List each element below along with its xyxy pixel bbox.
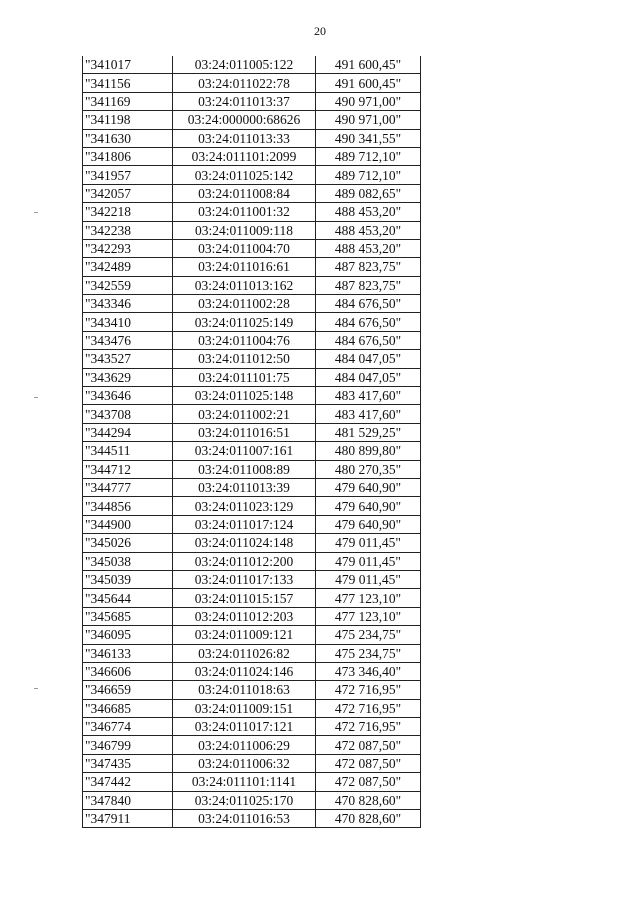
table-row (83, 736, 421, 754)
record-number-cell: "342293 (83, 239, 173, 257)
cadastral-number-cell: 03:24:011017:124 (173, 515, 316, 533)
record-number-cell: "345644 (83, 589, 173, 607)
table-row (83, 570, 421, 588)
value-cell: 484 047,05" (316, 368, 421, 386)
table-row (83, 387, 421, 405)
cadastral-number-cell: 03:24:011017:121 (173, 718, 316, 736)
value-cell: 484 047,05" (316, 350, 421, 368)
record-number-cell: "343629 (83, 368, 173, 386)
table-row (83, 791, 421, 809)
value-cell: 472 716,95" (316, 699, 421, 717)
record-number-cell: "346774 (83, 718, 173, 736)
record-number-cell: "341169 (83, 92, 173, 110)
value-cell: 483 417,60" (316, 387, 421, 405)
cadastral-number-cell: 03:24:011008:84 (173, 184, 316, 202)
value-cell: 472 087,50" (316, 754, 421, 772)
value-cell: 479 640,90" (316, 478, 421, 496)
table-row (83, 552, 421, 570)
record-number-cell: "343708 (83, 405, 173, 423)
table-row (83, 534, 421, 552)
value-cell: 489 712,10" (316, 147, 421, 165)
record-number-cell: "346685 (83, 699, 173, 717)
record-number-cell: "341630 (83, 129, 173, 147)
table-row (83, 405, 421, 423)
value-cell: 489 712,10" (316, 166, 421, 184)
record-number-cell: "346659 (83, 681, 173, 699)
cadastral-number-cell: 03:24:011026:82 (173, 644, 316, 662)
record-number-cell: "344900 (83, 515, 173, 533)
cadastral-number-cell: 03:24:011022:78 (173, 74, 316, 92)
value-cell: 484 676,50" (316, 295, 421, 313)
cadastral-number-cell: 03:24:011001:32 (173, 203, 316, 221)
cadastral-number-cell: 03:24:011013:162 (173, 276, 316, 294)
record-number-cell: "344294 (83, 423, 173, 441)
value-cell: 489 082,65" (316, 184, 421, 202)
value-cell: 472 716,95" (316, 681, 421, 699)
table-row (83, 166, 421, 184)
value-cell: 483 417,60" (316, 405, 421, 423)
value-cell: 479 011,45" (316, 534, 421, 552)
value-cell: 488 453,20" (316, 221, 421, 239)
value-cell: 473 346,40" (316, 662, 421, 680)
registry-table (82, 56, 421, 828)
record-number-cell: "347911 (83, 810, 173, 828)
record-number-cell: "344856 (83, 497, 173, 515)
table-row (83, 607, 421, 625)
record-number-cell: "342559 (83, 276, 173, 294)
table-row (83, 276, 421, 294)
table-row (83, 92, 421, 110)
table-row (83, 699, 421, 717)
cadastral-number-cell: 03:24:011025:170 (173, 791, 316, 809)
table-row (83, 295, 421, 313)
table-row (83, 74, 421, 92)
cadastral-number-cell: 03:24:011002:28 (173, 295, 316, 313)
table-row (83, 478, 421, 496)
table-row (83, 497, 421, 515)
record-number-cell: "342218 (83, 203, 173, 221)
record-number-cell: "341198 (83, 111, 173, 129)
cadastral-number-cell: 03:24:011016:51 (173, 423, 316, 441)
table-row (83, 681, 421, 699)
cadastral-number-cell: 03:24:011023:129 (173, 497, 316, 515)
record-number-cell: "347840 (83, 791, 173, 809)
cadastral-number-cell: 03:24:011017:133 (173, 570, 316, 588)
table-row (83, 350, 421, 368)
cadastral-number-cell: 03:24:011013:37 (173, 92, 316, 110)
record-number-cell: "344777 (83, 478, 173, 496)
table-row (83, 56, 421, 74)
cadastral-number-cell: 03:24:011101:1141 (173, 773, 316, 791)
table-row (83, 331, 421, 349)
value-cell: 479 640,90" (316, 515, 421, 533)
table-row (83, 460, 421, 478)
record-number-cell: "345026 (83, 534, 173, 552)
cadastral-number-cell: 03:24:011012:200 (173, 552, 316, 570)
table-row (83, 773, 421, 791)
value-cell: 484 676,50" (316, 331, 421, 349)
table-row (83, 203, 421, 221)
record-number-cell: "343476 (83, 331, 173, 349)
record-number-cell: "346133 (83, 644, 173, 662)
value-cell: 479 011,45" (316, 552, 421, 570)
cadastral-number-cell: 03:24:011025:149 (173, 313, 316, 331)
record-number-cell: "343527 (83, 350, 173, 368)
cadastral-number-cell: 03:24:011004:76 (173, 331, 316, 349)
table-row (83, 129, 421, 147)
record-number-cell: "346606 (83, 662, 173, 680)
value-cell: 475 234,75" (316, 644, 421, 662)
value-cell: 481 529,25" (316, 423, 421, 441)
cadastral-number-cell: 03:24:011024:146 (173, 662, 316, 680)
value-cell: 488 453,20" (316, 203, 421, 221)
cadastral-number-cell: 03:24:011009:118 (173, 221, 316, 239)
value-cell: 484 676,50" (316, 313, 421, 331)
value-cell: 472 087,50" (316, 736, 421, 754)
cadastral-number-cell: 03:24:011004:70 (173, 239, 316, 257)
table-row (83, 313, 421, 331)
record-number-cell: "341957 (83, 166, 173, 184)
table-row (83, 662, 421, 680)
record-number-cell: "343646 (83, 387, 173, 405)
scan-mark (34, 212, 38, 213)
record-number-cell: "344511 (83, 442, 173, 460)
table-row (83, 589, 421, 607)
cadastral-number-cell: 03:24:011016:53 (173, 810, 316, 828)
cadastral-number-cell: 03:24:011006:32 (173, 754, 316, 772)
record-number-cell: "347442 (83, 773, 173, 791)
cadastral-number-cell: 03:24:011012:50 (173, 350, 316, 368)
value-cell: 472 087,50" (316, 773, 421, 791)
table-row (83, 515, 421, 533)
cadastral-number-cell: 03:24:011025:142 (173, 166, 316, 184)
table-row (83, 111, 421, 129)
record-number-cell: "346799 (83, 736, 173, 754)
record-number-cell: "342057 (83, 184, 173, 202)
value-cell: 472 716,95" (316, 718, 421, 736)
cadastral-number-cell: 03:24:011007:161 (173, 442, 316, 460)
scan-mark (34, 397, 38, 398)
record-number-cell: "345039 (83, 570, 173, 588)
cadastral-number-cell: 03:24:011024:148 (173, 534, 316, 552)
record-number-cell: "346095 (83, 626, 173, 644)
record-number-cell: "342238 (83, 221, 173, 239)
table-row (83, 258, 421, 276)
value-cell: 487 823,75" (316, 276, 421, 294)
record-number-cell: "342489 (83, 258, 173, 276)
cadastral-number-cell: 03:24:011005:122 (173, 56, 316, 74)
table-row (83, 754, 421, 772)
table-row (83, 221, 421, 239)
record-number-cell: "343346 (83, 295, 173, 313)
value-cell: 477 123,10" (316, 589, 421, 607)
cadastral-number-cell: 03:24:011012:203 (173, 607, 316, 625)
value-cell: 490 971,00" (316, 111, 421, 129)
table-row (83, 718, 421, 736)
value-cell: 491 600,45" (316, 56, 421, 74)
record-number-cell: "344712 (83, 460, 173, 478)
page-number: 20 (314, 24, 326, 38)
table-row (83, 184, 421, 202)
cadastral-number-cell: 03:24:000000:68626 (173, 111, 316, 129)
cadastral-number-cell: 03:24:011009:121 (173, 626, 316, 644)
record-number-cell: "347435 (83, 754, 173, 772)
cadastral-number-cell: 03:24:011025:148 (173, 387, 316, 405)
cadastral-number-cell: 03:24:011002:21 (173, 405, 316, 423)
record-number-cell: "341156 (83, 74, 173, 92)
value-cell: 475 234,75" (316, 626, 421, 644)
value-cell: 480 899,80" (316, 442, 421, 460)
cadastral-number-cell: 03:24:011101:2099 (173, 147, 316, 165)
cadastral-number-cell: 03:24:011009:151 (173, 699, 316, 717)
value-cell: 487 823,75" (316, 258, 421, 276)
table-row (83, 442, 421, 460)
table-row (83, 423, 421, 441)
value-cell: 479 640,90" (316, 497, 421, 515)
record-number-cell: "341806 (83, 147, 173, 165)
cadastral-number-cell: 03:24:011008:89 (173, 460, 316, 478)
record-number-cell: "343410 (83, 313, 173, 331)
value-cell: 477 123,10" (316, 607, 421, 625)
cadastral-number-cell: 03:24:011013:33 (173, 129, 316, 147)
value-cell: 480 270,35" (316, 460, 421, 478)
table-row (83, 239, 421, 257)
registry-table-body (83, 56, 421, 828)
value-cell: 491 600,45" (316, 74, 421, 92)
value-cell: 488 453,20" (316, 239, 421, 257)
cadastral-number-cell: 03:24:011018:63 (173, 681, 316, 699)
table-row (83, 644, 421, 662)
value-cell: 479 011,45" (316, 570, 421, 588)
value-cell: 470 828,60" (316, 810, 421, 828)
value-cell: 470 828,60" (316, 791, 421, 809)
value-cell: 490 971,00" (316, 92, 421, 110)
cadastral-number-cell: 03:24:011015:157 (173, 589, 316, 607)
table-row (83, 626, 421, 644)
cadastral-number-cell: 03:24:011016:61 (173, 258, 316, 276)
record-number-cell: "341017 (83, 56, 173, 74)
table-row (83, 810, 421, 828)
cadastral-number-cell: 03:24:011101:75 (173, 368, 316, 386)
record-number-cell: "345038 (83, 552, 173, 570)
value-cell: 490 341,55" (316, 129, 421, 147)
scan-mark (34, 688, 38, 689)
cadastral-number-cell: 03:24:011006:29 (173, 736, 316, 754)
table-row (83, 368, 421, 386)
cadastral-number-cell: 03:24:011013:39 (173, 478, 316, 496)
table-row (83, 147, 421, 165)
record-number-cell: "345685 (83, 607, 173, 625)
